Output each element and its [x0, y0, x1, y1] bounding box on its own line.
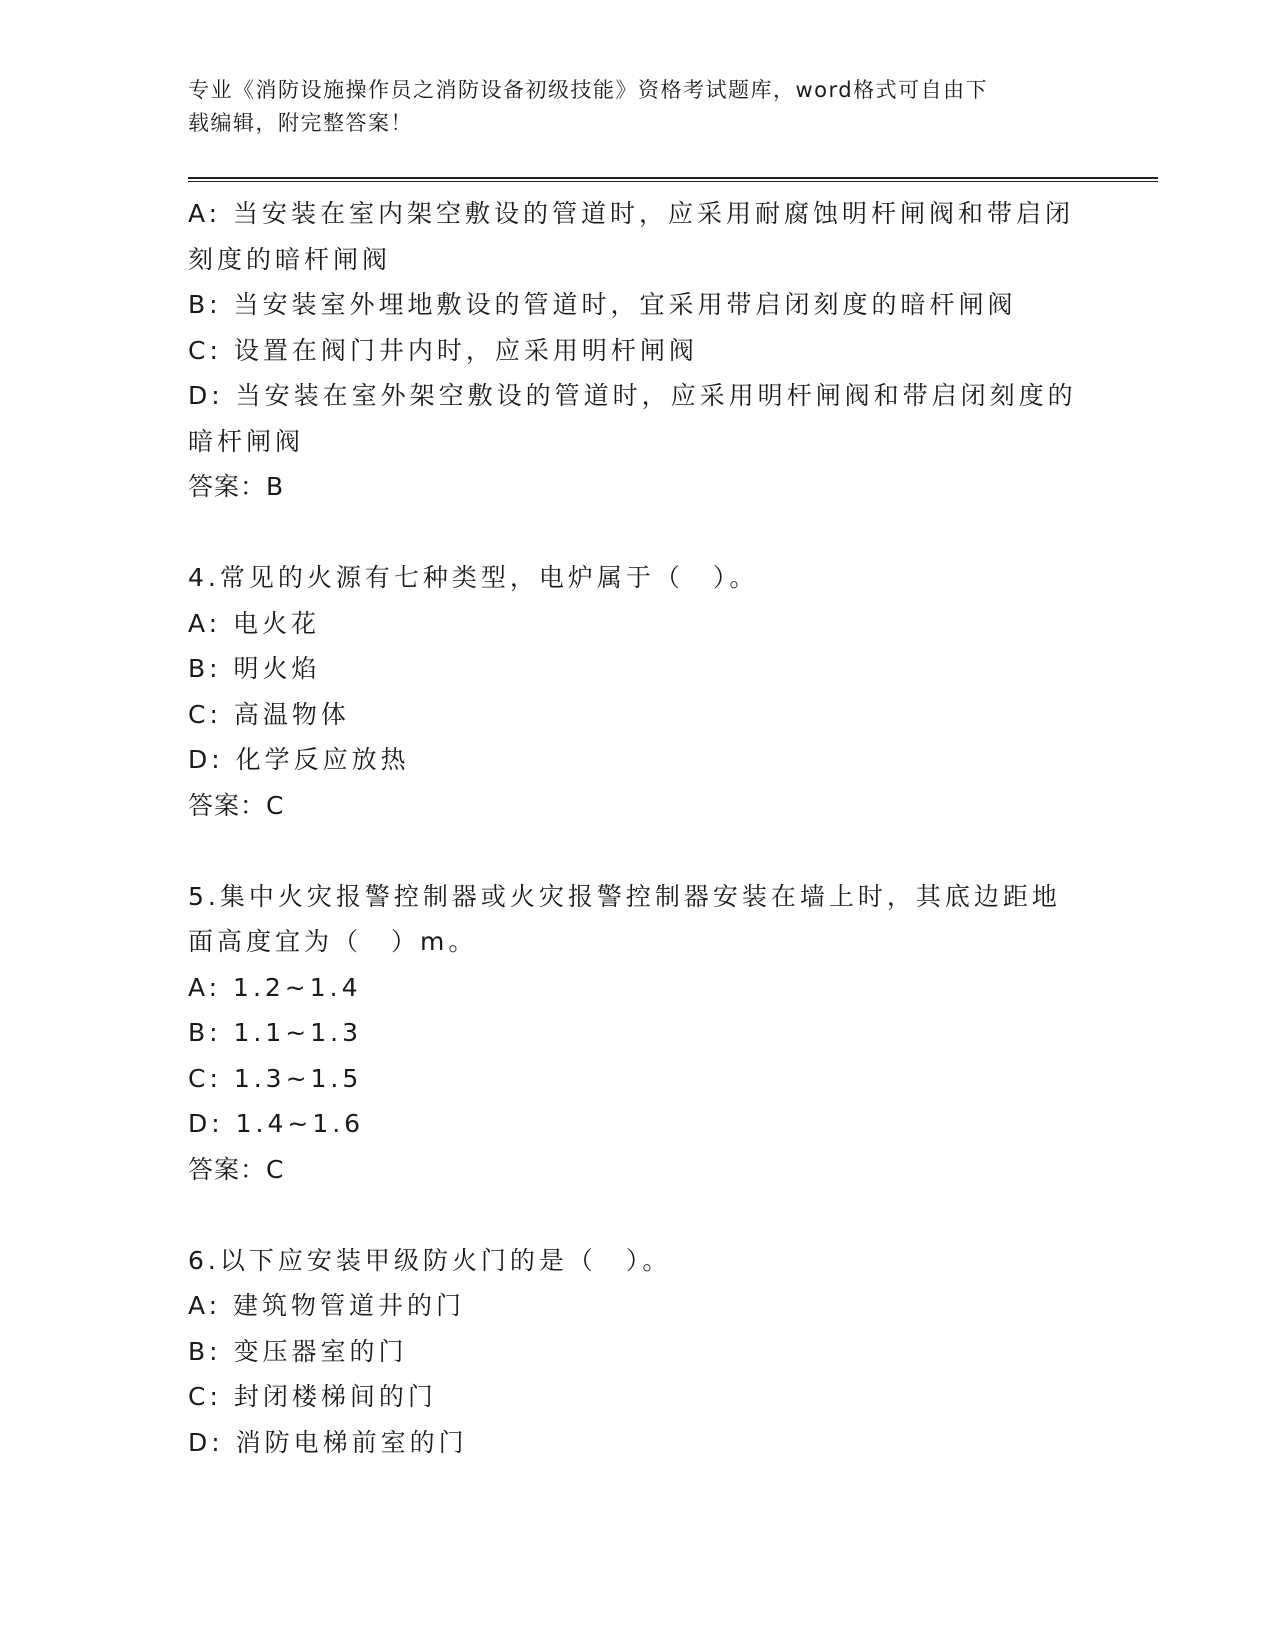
answer: 答案：C	[188, 1154, 285, 1184]
option-b: B: 1.1~1.3	[188, 1018, 362, 1047]
question-6	[188, 1238, 1088, 1466]
document-header	[188, 74, 1088, 140]
question-4	[188, 555, 1088, 828]
spacer	[188, 828, 1088, 874]
answer: 答案：C	[188, 790, 285, 820]
answer: 答案：B	[188, 472, 285, 501]
option-a: A: 建筑物管道井的门	[188, 1291, 466, 1320]
option-c: C: 封闭楼梯间的门	[188, 1382, 437, 1411]
option-d: D: 化学反应放热	[188, 745, 410, 774]
option-a: A: 电火花	[188, 608, 321, 638]
option-b: B: 变压器室的门	[188, 1336, 408, 1366]
header-line-2: 载编辑，附完整答案！	[188, 111, 413, 135]
option-a: A: 1.2~1.4	[188, 972, 362, 1002]
question-text: 4.常见的火源有七种类型，电炉属于（ ）。	[188, 563, 759, 592]
option-d-line: 暗杆闸阀	[188, 426, 305, 456]
option-c: C: 高温物体	[188, 699, 350, 729]
header-divider	[188, 177, 1158, 182]
spacer	[188, 1192, 1088, 1238]
question-text-line: 面高度宜为（ ）m。	[188, 927, 478, 956]
question-list	[188, 191, 1088, 1465]
option-a-line: A: 当安装在室内架空敷设的管道时，应采用耐腐蚀明杆闸阀和带启闭	[188, 199, 1075, 228]
question-3	[188, 191, 1088, 510]
option-b: B: 明火焰	[188, 654, 321, 683]
option-d-line: D: 当安装在室外架空敷设的管道时，应采用明杆闸阀和带启闭刻度的	[188, 381, 1077, 410]
question-5	[188, 874, 1088, 1193]
option-c: C: 设置在阀门井内时，应采用明杆闸阀	[188, 335, 698, 365]
option-b: B: 当安装室外埋地敷设的管道时，宜采用带启闭刻度的暗杆闸阀	[188, 290, 1017, 319]
option-d: D: 消防电梯前室的门	[188, 1427, 468, 1457]
question-text-line: 5.集中火灾报警控制器或火灾报警控制器安装在墙上时，其底边距地	[188, 881, 1061, 911]
spacer	[188, 510, 1088, 556]
option-a-line: 刻度的暗杆闸阀	[188, 244, 392, 274]
option-d: D: 1.4~1.6	[188, 1109, 365, 1138]
header-line-1: 专业《消防设施操作员之消防设备初级技能》资格考试题库，word格式可自由下	[188, 78, 989, 102]
option-c: C: 1.3~1.5	[188, 1063, 363, 1093]
question-text: 6.以下应安装甲级防火门的是（ ）。	[188, 1245, 672, 1275]
